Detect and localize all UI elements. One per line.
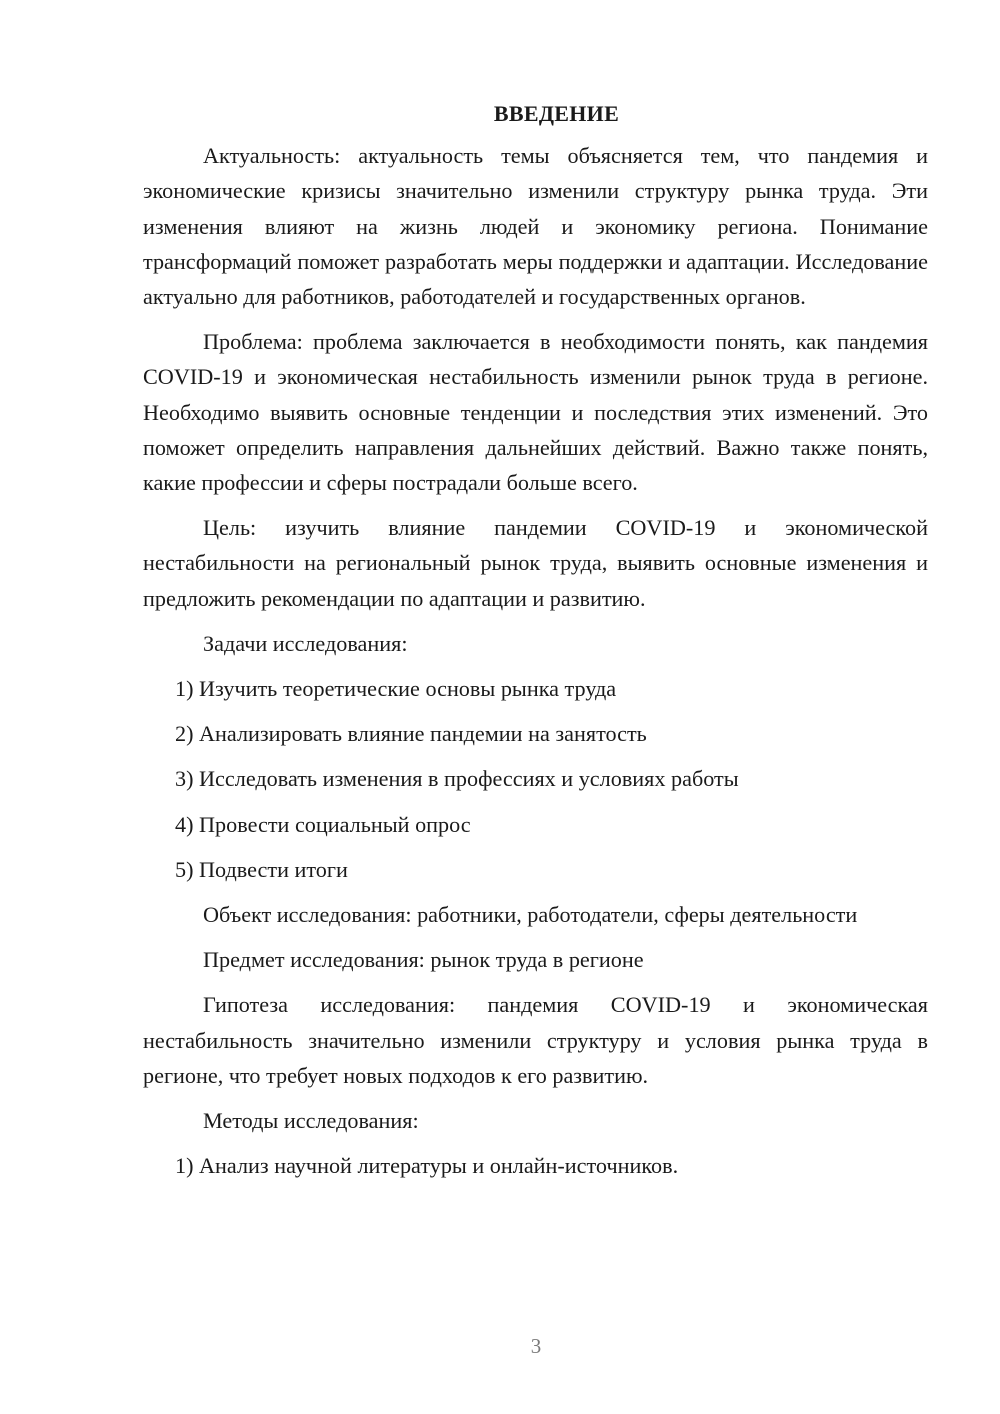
- relevance-paragraph: Актуальность: актуальность темы объясняется тем, что пандемия и экономические кризисы значительно изменили структуру рынка труда. Эти изменения влияют на жизнь людей и экономику региона. Понимание трансформаций поможет разработать меры поддержки и адаптации. Исследование актуально для работников, работодателей и государственных органов.: [143, 143, 928, 310]
- task-item-1: 1) Изучить теоретические основы рынка труда: [175, 676, 617, 702]
- goal-paragraph: Цель: изучить влияние пандемии COVID-19 и экономической нестабильности на региональный рынок труда, выявить основные изменения и предложить рекомендации по адаптации и развитию.: [143, 515, 928, 611]
- object-paragraph: Объект исследования: работники, работодатели, сферы деятельности: [203, 902, 858, 928]
- task-item-5: 5) Подвести итоги: [175, 856, 348, 882]
- problem-paragraph: Проблема: проблема заключается в необходимости понять, как пандемия COVID-19 и экономическая нестабильность изменили рынок труда в регионе. Необходимо выявить основные тенденции и последствия этих изменений. Это поможет определить направления дальнейших действий. Важно также понять, какие профессии и сферы пострадали больше всего.: [143, 329, 928, 496]
- hypothesis-paragraph: Гипотеза исследования: пандемия COVID-19 и экономическая нестабильность значительно изменили структуру и условия рынка труда в регионе, что требует новых подходов к его развитию.: [143, 992, 928, 1088]
- task-item-4: 4) Провести социальный опрос: [175, 811, 471, 837]
- task-item-3: 3) Исследовать изменения в профессиях и условиях работы: [175, 766, 739, 792]
- methods-title: Методы исследования:: [203, 1108, 419, 1134]
- task-item-2: 2) Анализировать влияние пандемии на занятость: [175, 721, 647, 747]
- section-heading: ВВЕДЕНИЕ: [493, 101, 620, 126]
- subject-paragraph: Предмет исследования: рынок труда в регионе: [203, 947, 644, 973]
- page-number: 3: [530, 1334, 542, 1358]
- document-page: [143, 96, 928, 1193]
- tasks-title: Задачи исследования:: [203, 630, 408, 656]
- method-item-1: 1) Анализ научной литературы и онлайн-источников.: [175, 1153, 679, 1179]
